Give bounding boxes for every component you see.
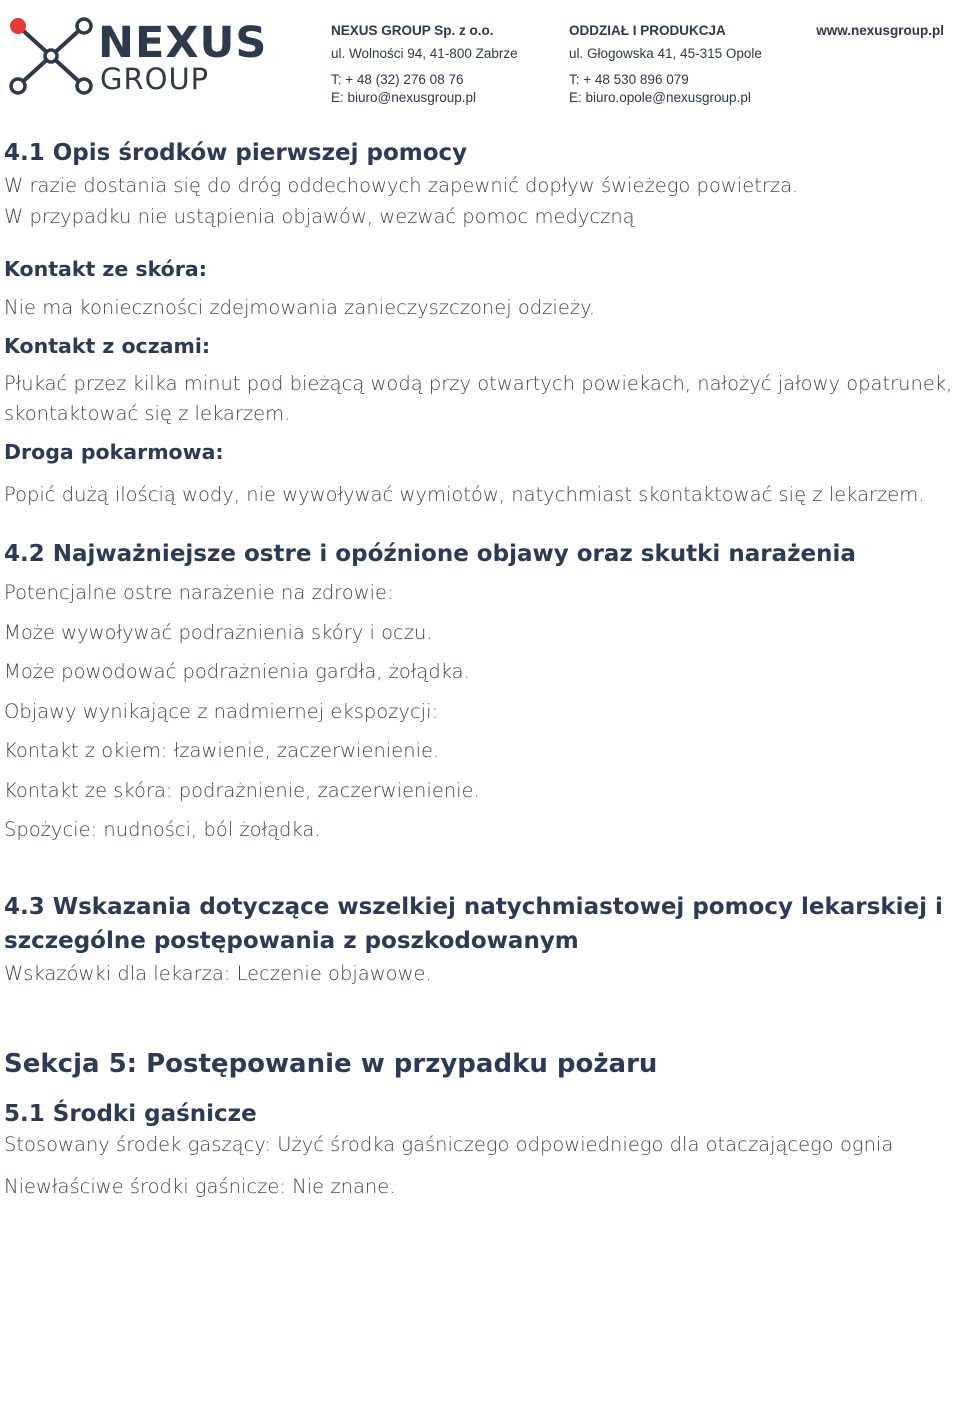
branch-contact	[569, 22, 762, 107]
symptom-line: Potencjalne ostre narażenie na zdrowie:	[4, 581, 394, 604]
symptom-line: Spożycie: nudności, ból żołądka.	[4, 818, 321, 841]
symptom-line: Kontakt z okiem: łzawienie, zaczerwienienie.	[4, 739, 440, 762]
section-4-3-heading: 4.3 Wskazania dotyczące wszelkiej natychmiastowej pomocy lekarskiej i szczególne postępowania z poszkodowanym	[4, 893, 943, 954]
company-email[interactable]: E: biuro@nexusgroup.pl	[331, 90, 477, 105]
symptom-line: Kontakt ze skóra: podrażnienie, zaczerwienienie.	[4, 778, 480, 802]
branch-name: ODDZIAŁ I PRODUKCJA	[569, 23, 726, 38]
company-phone: T: + 48 (32) 276 08 76	[331, 72, 464, 87]
company-contact	[331, 22, 518, 107]
branch-email[interactable]: E: biuro.opole@nexusgroup.pl	[569, 90, 751, 105]
branch-address: ul. Głogowska 41, 45-315 Opole	[569, 46, 762, 61]
branch-phone: T: + 48 530 896 079	[569, 72, 689, 87]
eye-contact-text: Płukać przez kilka minut pod bieżącą wodą przy otwartych powiekach, nałożyć jałowy opatrunek, skontaktować się z lekarzem.	[4, 372, 953, 425]
inhalation-text-1: W razie dostania się do dróg oddechowych zapewnić dopływ świeżego powietrza.	[4, 174, 799, 197]
section-5-1-heading: 5.1 Środki gaśnicze	[4, 1100, 257, 1127]
ingestion-heading: Droga pokarmowa:	[4, 440, 224, 464]
logo-wordmark-nexus: NEXUS	[98, 18, 268, 68]
suitable-extinguishing-text: Stosowany środek gaszący: Użyć środka gaśniczego odpowiedniego dla otaczającego ognia	[4, 1132, 894, 1156]
unsuitable-extinguishing-text: Niewłaściwe środki gaśnicze: Nie znane.	[4, 1174, 396, 1198]
document-body	[4, 136, 956, 1202]
page-header	[0, 0, 960, 115]
company-name: NEXUS GROUP Sp. z o.o.	[331, 23, 494, 38]
section-4-2-heading: 4.2 Najważniejsze ostre i opóźnione objawy oraz skutki narażenia	[4, 541, 856, 567]
section-4-1-heading: 4.1 Opis środków pierwszej pomocy	[4, 140, 468, 166]
doctor-note-text: Wskazówki dla lekarza: Leczenie objawowe.	[4, 961, 432, 985]
logo-network-icon	[8, 16, 94, 96]
symptom-line: Może powodować podrażnienia gardła, żołądka.	[4, 660, 470, 683]
eye-contact-heading: Kontakt z oczami:	[4, 334, 211, 358]
inhalation-text-2: W przypadku nie ustąpienia objawów, wezwać pomoc medyczną	[4, 205, 635, 228]
skin-contact-heading: Kontakt ze skóra:	[4, 257, 207, 281]
ingestion-text: Popić dużą ilością wody, nie wywoływać wymiotów, natychmiast skontaktować się z lekarzem.	[4, 483, 925, 506]
logo-wordmark-group: GROUP	[100, 62, 210, 96]
website-link[interactable]: www.nexusgroup.pl	[816, 23, 944, 38]
nexus-logo	[8, 16, 268, 96]
symptom-line: Objawy wynikające z nadmiernej ekspozycji:	[4, 699, 439, 723]
section-5-heading: Sekcja 5: Postępowanie w przypadku pożaru	[4, 1048, 658, 1079]
company-address: ul. Wolności 94, 41-800 Zabrze	[331, 46, 518, 61]
symptom-line: Może wywoływać podrażnienia skóry i oczu.	[4, 620, 433, 644]
skin-contact-text: Nie ma konieczności zdejmowania zanieczyszczonej odzieży.	[4, 296, 596, 319]
